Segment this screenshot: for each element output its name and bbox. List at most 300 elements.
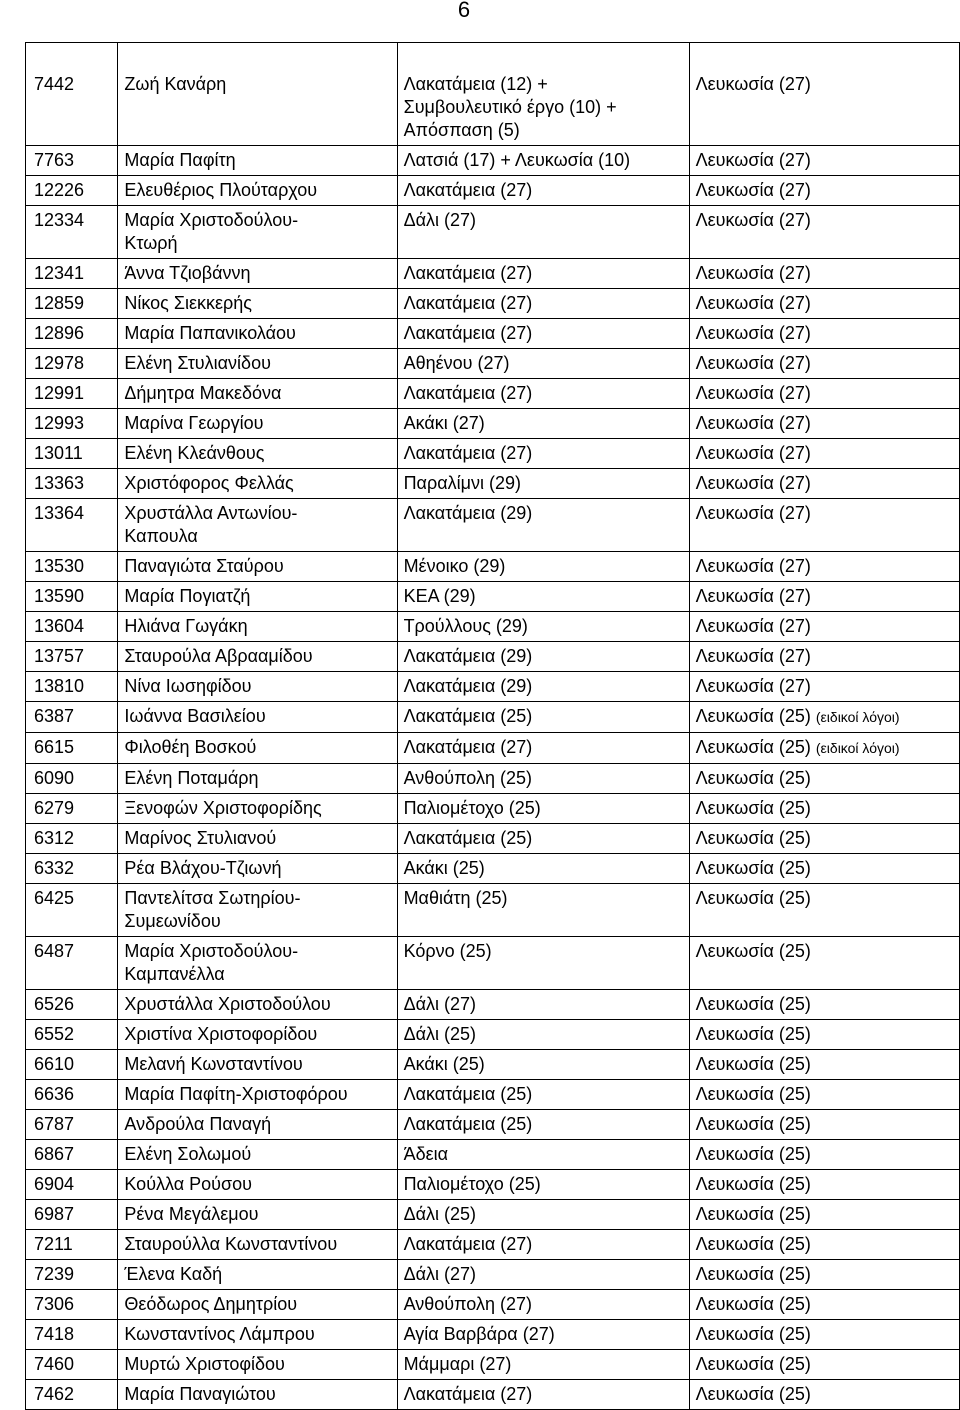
cell-id: 7460 bbox=[26, 1350, 118, 1380]
cell-from bbox=[397, 319, 689, 349]
cell-name bbox=[118, 146, 397, 176]
cell-to-text: Λευκωσία (25) bbox=[695, 828, 811, 848]
cell-note: (ειδικοί λόγοι) bbox=[815, 740, 900, 756]
cell-name bbox=[118, 259, 397, 289]
cell-from-text: Λακατάμεια (25) bbox=[403, 1114, 533, 1134]
cell-to bbox=[689, 642, 959, 672]
cell-from bbox=[397, 990, 689, 1020]
cell-from bbox=[397, 937, 689, 990]
cell-from-text: Μαθιάτη (25) bbox=[403, 888, 508, 908]
table-row bbox=[26, 409, 960, 439]
cell-id: 6552 bbox=[26, 1020, 118, 1050]
cell-from-text: Μάμμαρι (27) bbox=[403, 1354, 512, 1374]
cell-from bbox=[397, 1020, 689, 1050]
cell-to-text: Λευκωσία (27) bbox=[695, 383, 811, 403]
cell-to bbox=[689, 1230, 959, 1260]
table-row bbox=[26, 1230, 960, 1260]
cell-name bbox=[118, 764, 397, 794]
cell-to-text: Λευκωσία (25) bbox=[695, 941, 811, 961]
cell-to bbox=[689, 990, 959, 1020]
cell-name bbox=[118, 1200, 397, 1230]
table-row bbox=[26, 289, 960, 319]
cell-id: 12993 bbox=[26, 409, 118, 439]
cell-to bbox=[689, 764, 959, 794]
cell-from bbox=[397, 702, 689, 733]
cell-to-text: Λευκωσία (27) bbox=[695, 210, 811, 230]
cell-from-text: Λακατάμεια (27) bbox=[403, 383, 533, 403]
cell-to bbox=[689, 937, 959, 990]
cell-from-text: Τρούλλους (29) bbox=[403, 616, 528, 636]
cell-name-text: Ελένη Ποταμάρη bbox=[124, 768, 259, 788]
cell-id: 13530 bbox=[26, 552, 118, 582]
table-row bbox=[26, 146, 960, 176]
cell-to bbox=[689, 612, 959, 642]
cell-from-text: Λακατάμεια (25) bbox=[403, 706, 533, 726]
cell-name bbox=[118, 1020, 397, 1050]
cell-to-text: Λευκωσία (25) bbox=[695, 798, 811, 818]
table-row bbox=[26, 1080, 960, 1110]
cell-name-text: Μαρία Χριστοδούλου-Καμπανέλλα bbox=[124, 941, 299, 984]
cell-name bbox=[118, 1140, 397, 1170]
cell-to-text: Λευκωσία (25) bbox=[695, 1174, 811, 1194]
cell-to-text: Λευκωσία (25) bbox=[695, 1354, 811, 1374]
cell-name-text: Ανδρούλα Παναγή bbox=[124, 1114, 272, 1134]
cell-name bbox=[118, 289, 397, 319]
cell-to bbox=[689, 349, 959, 379]
cell-name-text: Δήμητρα Μακεδόνα bbox=[124, 383, 282, 403]
table-row bbox=[26, 1200, 960, 1230]
cell-note: (ειδικοί λόγοι) bbox=[815, 709, 900, 725]
cell-name bbox=[118, 990, 397, 1020]
cell-id: 12991 bbox=[26, 379, 118, 409]
cell-from-text: Λακατάμεια (27) bbox=[403, 323, 533, 343]
cell-to-text: Λευκωσία (27) bbox=[695, 293, 811, 313]
cell-from bbox=[397, 469, 689, 499]
cell-to-text: Λευκωσία (25) bbox=[695, 1264, 811, 1284]
cell-to bbox=[689, 854, 959, 884]
cell-to-text: Λευκωσία (25) bbox=[695, 706, 811, 726]
cell-name-text: Ρέα Βλάχου-Τζιωνή bbox=[124, 858, 282, 878]
cell-to bbox=[689, 259, 959, 289]
cell-from-text: Λακατάμεια (25) bbox=[403, 1084, 533, 1104]
cell-from bbox=[397, 854, 689, 884]
cell-to bbox=[689, 1020, 959, 1050]
cell-name-text: Μελανή Κωνσταντίνου bbox=[124, 1054, 303, 1074]
cell-to bbox=[689, 1170, 959, 1200]
table-row bbox=[26, 206, 960, 259]
cell-name bbox=[118, 642, 397, 672]
cell-name-text: Νίνα Ιωσηφίδου bbox=[124, 676, 252, 696]
cell-id: 13604 bbox=[26, 612, 118, 642]
cell-name-text: Μαρία Παναγιώτου bbox=[124, 1384, 276, 1404]
cell-to-text: Λευκωσία (25) bbox=[695, 737, 811, 757]
table-row bbox=[26, 582, 960, 612]
cell-name bbox=[118, 1260, 397, 1290]
cell-id: 6867 bbox=[26, 1140, 118, 1170]
cell-id: 7239 bbox=[26, 1260, 118, 1290]
table-row bbox=[26, 733, 960, 764]
cell-from bbox=[397, 733, 689, 764]
cell-name-text: Ηλιάνα Γωγάκη bbox=[124, 616, 248, 636]
cell-to-text: Λευκωσία (27) bbox=[695, 180, 811, 200]
table-row bbox=[26, 1020, 960, 1050]
cell-from-text: Κόρνο (25) bbox=[403, 941, 492, 961]
table-row bbox=[26, 1380, 960, 1410]
cell-name bbox=[118, 824, 397, 854]
cell-from bbox=[397, 1320, 689, 1350]
cell-name bbox=[118, 499, 397, 552]
cell-from bbox=[397, 206, 689, 259]
cell-to-text: Λευκωσία (25) bbox=[695, 1144, 811, 1164]
cell-from-text: Ανθούπολη (27) bbox=[403, 1294, 532, 1314]
cell-id: 6526 bbox=[26, 990, 118, 1020]
cell-name-text: Χριστόφορος Φελλάς bbox=[124, 473, 294, 493]
cell-from-text: Λακατάμεια (27) bbox=[403, 1234, 533, 1254]
cell-from-text: Αθηένου (27) bbox=[403, 353, 510, 373]
table-row bbox=[26, 439, 960, 469]
cell-name bbox=[118, 43, 397, 146]
cell-from-text: Δάλι (27) bbox=[403, 210, 477, 230]
cell-name bbox=[118, 379, 397, 409]
table-row bbox=[26, 642, 960, 672]
cell-to-text: Λευκωσία (25) bbox=[695, 994, 811, 1014]
cell-from-text: Λακατάμεια (25) bbox=[403, 828, 533, 848]
cell-name-text: Άννα Τζιοβάννη bbox=[124, 263, 251, 283]
cell-id: 13590 bbox=[26, 582, 118, 612]
cell-from-text: Δάλι (25) bbox=[403, 1204, 477, 1224]
cell-from bbox=[397, 146, 689, 176]
cell-to-text: Λευκωσία (27) bbox=[695, 353, 811, 373]
cell-id: 6279 bbox=[26, 794, 118, 824]
cell-to-text: Λευκωσία (27) bbox=[695, 676, 811, 696]
cell-to bbox=[689, 1350, 959, 1380]
cell-name-text: Μαρίνος Στυλιανού bbox=[124, 828, 277, 848]
cell-name-text: Κούλλα Ρούσου bbox=[124, 1174, 252, 1194]
cell-id: 12859 bbox=[26, 289, 118, 319]
cell-name bbox=[118, 319, 397, 349]
cell-id: 12334 bbox=[26, 206, 118, 259]
cell-name-text: Μαρία Παφίτη bbox=[124, 150, 236, 170]
cell-name-text: Νίκος Σιεκκερής bbox=[124, 293, 252, 313]
cell-name bbox=[118, 409, 397, 439]
cell-to-text: Λευκωσία (27) bbox=[695, 646, 811, 666]
table-row bbox=[26, 1110, 960, 1140]
cell-id: 6615 bbox=[26, 733, 118, 764]
cell-name-text: Μαρία Παπανικολάου bbox=[124, 323, 296, 343]
cell-id: 7211 bbox=[26, 1230, 118, 1260]
table-row bbox=[26, 854, 960, 884]
cell-to-text: Λευκωσία (25) bbox=[695, 1384, 811, 1404]
cell-name bbox=[118, 937, 397, 990]
cell-from bbox=[397, 1380, 689, 1410]
cell-to-text: Λευκωσία (27) bbox=[695, 586, 811, 606]
cell-from bbox=[397, 499, 689, 552]
cell-from-text: Λακατάμεια (29) bbox=[403, 503, 533, 523]
cell-name bbox=[118, 349, 397, 379]
cell-from-text: Ανθούπολη (25) bbox=[403, 768, 532, 788]
table-row bbox=[26, 824, 960, 854]
transfers-table bbox=[25, 42, 960, 1410]
cell-to bbox=[689, 439, 959, 469]
cell-from-text: Ακάκι (25) bbox=[403, 858, 485, 878]
cell-to bbox=[689, 1290, 959, 1320]
cell-from bbox=[397, 1140, 689, 1170]
cell-to bbox=[689, 1140, 959, 1170]
cell-to bbox=[689, 379, 959, 409]
cell-from bbox=[397, 1080, 689, 1110]
cell-to bbox=[689, 206, 959, 259]
cell-name bbox=[118, 1080, 397, 1110]
cell-from-text: Δάλι (27) bbox=[403, 1264, 477, 1284]
table-row bbox=[26, 764, 960, 794]
cell-to-text: Λευκωσία (25) bbox=[695, 1024, 811, 1044]
cell-name-text: Σταυρούλλα Κωνσταντίνου bbox=[124, 1234, 338, 1254]
cell-name-text: Μυρτώ Χριστοφίδου bbox=[124, 1354, 285, 1374]
cell-from-text: Δάλι (25) bbox=[403, 1024, 477, 1044]
cell-from bbox=[397, 1110, 689, 1140]
table-row bbox=[26, 702, 960, 733]
cell-from bbox=[397, 1350, 689, 1380]
cell-id: 7763 bbox=[26, 146, 118, 176]
table-row bbox=[26, 1350, 960, 1380]
cell-id: 6987 bbox=[26, 1200, 118, 1230]
cell-to-text: Λευκωσία (27) bbox=[695, 503, 811, 523]
cell-from-text: Δάλι (27) bbox=[403, 994, 477, 1014]
cell-name-text: Ελένη Κλεάνθους bbox=[124, 443, 265, 463]
table-row bbox=[26, 499, 960, 552]
cell-from bbox=[397, 409, 689, 439]
cell-id: 12226 bbox=[26, 176, 118, 206]
cell-id: 7442 bbox=[26, 43, 118, 146]
cell-name bbox=[118, 552, 397, 582]
cell-to bbox=[689, 824, 959, 854]
cell-to bbox=[689, 733, 959, 764]
cell-id: 7462 bbox=[26, 1380, 118, 1410]
cell-id: 13363 bbox=[26, 469, 118, 499]
cell-to-text: Λευκωσία (25) bbox=[695, 1234, 811, 1254]
cell-to bbox=[689, 702, 959, 733]
cell-id: 6610 bbox=[26, 1050, 118, 1080]
cell-from bbox=[397, 289, 689, 319]
cell-name-text: Χρυστάλλα Χριστοδούλου bbox=[124, 994, 331, 1014]
cell-to bbox=[689, 1260, 959, 1290]
cell-from-text: Λακατάμεια (27) bbox=[403, 443, 533, 463]
cell-to bbox=[689, 552, 959, 582]
table-row bbox=[26, 1140, 960, 1170]
table-row bbox=[26, 1170, 960, 1200]
cell-name-text: Έλενα Καδή bbox=[124, 1264, 223, 1284]
cell-from-text: Ακάκι (25) bbox=[403, 1054, 485, 1074]
cell-to-text: Λευκωσία (25) bbox=[695, 1324, 811, 1344]
page-number: 6 bbox=[457, 0, 471, 22]
cell-from bbox=[397, 552, 689, 582]
cell-name bbox=[118, 733, 397, 764]
cell-to bbox=[689, 409, 959, 439]
cell-from bbox=[397, 1260, 689, 1290]
cell-name-text: Ελένη Στυλιανίδου bbox=[124, 353, 271, 373]
cell-from-text: Λακατάμεια (27) bbox=[403, 737, 533, 757]
cell-to bbox=[689, 1110, 959, 1140]
cell-to bbox=[689, 672, 959, 702]
cell-from-text: Παλιομέτοχο (25) bbox=[403, 798, 541, 818]
table-row bbox=[26, 672, 960, 702]
cell-name bbox=[118, 1320, 397, 1350]
cell-name-text: Μαρία Παφίτη-Χριστοφόρου bbox=[124, 1084, 348, 1104]
cell-to bbox=[689, 582, 959, 612]
cell-id: 12896 bbox=[26, 319, 118, 349]
table-row bbox=[26, 1290, 960, 1320]
cell-from bbox=[397, 259, 689, 289]
cell-to bbox=[689, 1080, 959, 1110]
cell-id: 6332 bbox=[26, 854, 118, 884]
table-row bbox=[26, 469, 960, 499]
cell-to-text: Λευκωσία (27) bbox=[695, 150, 811, 170]
cell-name bbox=[118, 1050, 397, 1080]
cell-name-text: Χρυστάλλα Αντωνίου-Καπουλα bbox=[124, 503, 298, 546]
cell-to bbox=[689, 884, 959, 937]
cell-name bbox=[118, 469, 397, 499]
cell-name-text: Μαρία Πογιατζή bbox=[124, 586, 251, 606]
cell-name-text: Ρένα Μεγάλεμου bbox=[124, 1204, 259, 1224]
cell-to bbox=[689, 176, 959, 206]
cell-to bbox=[689, 1200, 959, 1230]
table-row bbox=[26, 176, 960, 206]
cell-from bbox=[397, 794, 689, 824]
table-row bbox=[26, 1050, 960, 1080]
cell-to bbox=[689, 1320, 959, 1350]
table-row bbox=[26, 259, 960, 289]
cell-name-text: Παντελίτσα Σωτηρίου-Συμεωνίδου bbox=[124, 888, 301, 931]
cell-name bbox=[118, 794, 397, 824]
cell-to-text: Λευκωσία (25) bbox=[695, 1294, 811, 1314]
cell-name-text: Ελευθέριος Πλούταρχου bbox=[124, 180, 318, 200]
cell-name-text: Θεόδωρος Δημητρίου bbox=[124, 1294, 298, 1314]
table-row bbox=[26, 43, 960, 146]
cell-from bbox=[397, 1230, 689, 1260]
cell-from bbox=[397, 1050, 689, 1080]
cell-name bbox=[118, 1170, 397, 1200]
cell-from-text: Αγία Βαρβάρα (27) bbox=[403, 1324, 555, 1344]
cell-from-text: Ακάκι (27) bbox=[403, 413, 485, 433]
table-row bbox=[26, 319, 960, 349]
cell-from bbox=[397, 764, 689, 794]
cell-id: 7418 bbox=[26, 1320, 118, 1350]
cell-to bbox=[689, 1050, 959, 1080]
cell-from-text: Λατσιά (17) + Λευκωσία (10) bbox=[403, 150, 631, 170]
cell-name-text: Φιλοθέη Βοσκού bbox=[124, 737, 257, 757]
cell-to-text: Λευκωσία (27) bbox=[695, 323, 811, 343]
cell-to-text: Λευκωσία (25) bbox=[695, 1084, 811, 1104]
table-row bbox=[26, 349, 960, 379]
cell-id: 13011 bbox=[26, 439, 118, 469]
cell-from bbox=[397, 612, 689, 642]
cell-name-text: Μαρία Χριστοδούλου-Κτωρή bbox=[124, 210, 299, 253]
table-row bbox=[26, 612, 960, 642]
cell-from-text: Λακατάμεια (27) bbox=[403, 1384, 533, 1404]
cell-id: 12978 bbox=[26, 349, 118, 379]
cell-id: 6636 bbox=[26, 1080, 118, 1110]
cell-name bbox=[118, 884, 397, 937]
cell-to-text: Λευκωσία (25) bbox=[695, 1054, 811, 1074]
cell-name bbox=[118, 1380, 397, 1410]
table-row bbox=[26, 1260, 960, 1290]
cell-from-text: Λακατάμεια (27) bbox=[403, 263, 533, 283]
cell-from-text: Λακατάμεια (27) bbox=[403, 180, 533, 200]
cell-from-text: Λακατάμεια (29) bbox=[403, 646, 533, 666]
cell-from bbox=[397, 824, 689, 854]
cell-from bbox=[397, 672, 689, 702]
cell-to-text: Λευκωσία (27) bbox=[695, 263, 811, 283]
table-row bbox=[26, 937, 960, 990]
cell-from bbox=[397, 1290, 689, 1320]
table-row bbox=[26, 552, 960, 582]
table-row bbox=[26, 379, 960, 409]
cell-to bbox=[689, 469, 959, 499]
cell-from bbox=[397, 1170, 689, 1200]
cell-name bbox=[118, 176, 397, 206]
cell-name bbox=[118, 439, 397, 469]
cell-id: 6090 bbox=[26, 764, 118, 794]
cell-to bbox=[689, 319, 959, 349]
cell-id: 13810 bbox=[26, 672, 118, 702]
cell-id: 12341 bbox=[26, 259, 118, 289]
table-row bbox=[26, 794, 960, 824]
cell-to-text: Λευκωσία (27) bbox=[695, 473, 811, 493]
cell-from-text: Άδεια bbox=[403, 1144, 449, 1164]
cell-from bbox=[397, 884, 689, 937]
cell-to-text: Λευκωσία (27) bbox=[695, 443, 811, 463]
cell-name-text: Ελένη Σολωμού bbox=[124, 1144, 252, 1164]
cell-to bbox=[689, 289, 959, 319]
table-body bbox=[26, 43, 960, 1410]
cell-id: 6787 bbox=[26, 1110, 118, 1140]
cell-id: 6312 bbox=[26, 824, 118, 854]
cell-id: 13364 bbox=[26, 499, 118, 552]
cell-from-text: Λακατάμεια (29) bbox=[403, 676, 533, 696]
cell-to-text: Λευκωσία (27) bbox=[695, 413, 811, 433]
cell-to-text: Λευκωσία (25) bbox=[695, 768, 811, 788]
cell-id: 6904 bbox=[26, 1170, 118, 1200]
cell-from-text: Μένοικο (29) bbox=[403, 556, 506, 576]
cell-name bbox=[118, 1110, 397, 1140]
cell-from-text: ΚΕΑ (29) bbox=[403, 586, 476, 606]
cell-from bbox=[397, 642, 689, 672]
cell-from bbox=[397, 43, 689, 146]
cell-to bbox=[689, 794, 959, 824]
cell-name-text: Ζωή Κανάρη bbox=[124, 74, 227, 94]
cell-from-text: Παραλίμνι (29) bbox=[403, 473, 521, 493]
cell-name-text: Παναγιώτα Σταύρου bbox=[124, 556, 284, 576]
cell-from bbox=[397, 349, 689, 379]
cell-name-text: Κωνσταντίνος Λάμπρου bbox=[124, 1324, 315, 1344]
cell-from-text: Παλιομέτοχο (25) bbox=[403, 1174, 541, 1194]
cell-name bbox=[118, 1230, 397, 1260]
cell-name bbox=[118, 1350, 397, 1380]
cell-to bbox=[689, 1380, 959, 1410]
cell-name bbox=[118, 672, 397, 702]
cell-to-text: Λευκωσία (27) bbox=[695, 556, 811, 576]
cell-to-text: Λευκωσία (25) bbox=[695, 1114, 811, 1134]
cell-from-text: Λακατάμεια (12) + Συμβουλευτικό έργο (10) + Απόσπαση (5) bbox=[403, 74, 617, 140]
cell-to bbox=[689, 146, 959, 176]
table-row bbox=[26, 884, 960, 937]
cell-name-text: Μαρίνα Γεωργίου bbox=[124, 413, 264, 433]
cell-name bbox=[118, 1290, 397, 1320]
cell-id: 6425 bbox=[26, 884, 118, 937]
cell-name bbox=[118, 854, 397, 884]
cell-from bbox=[397, 176, 689, 206]
cell-name-text: Σταυρούλα Αβρααμίδου bbox=[124, 646, 313, 666]
